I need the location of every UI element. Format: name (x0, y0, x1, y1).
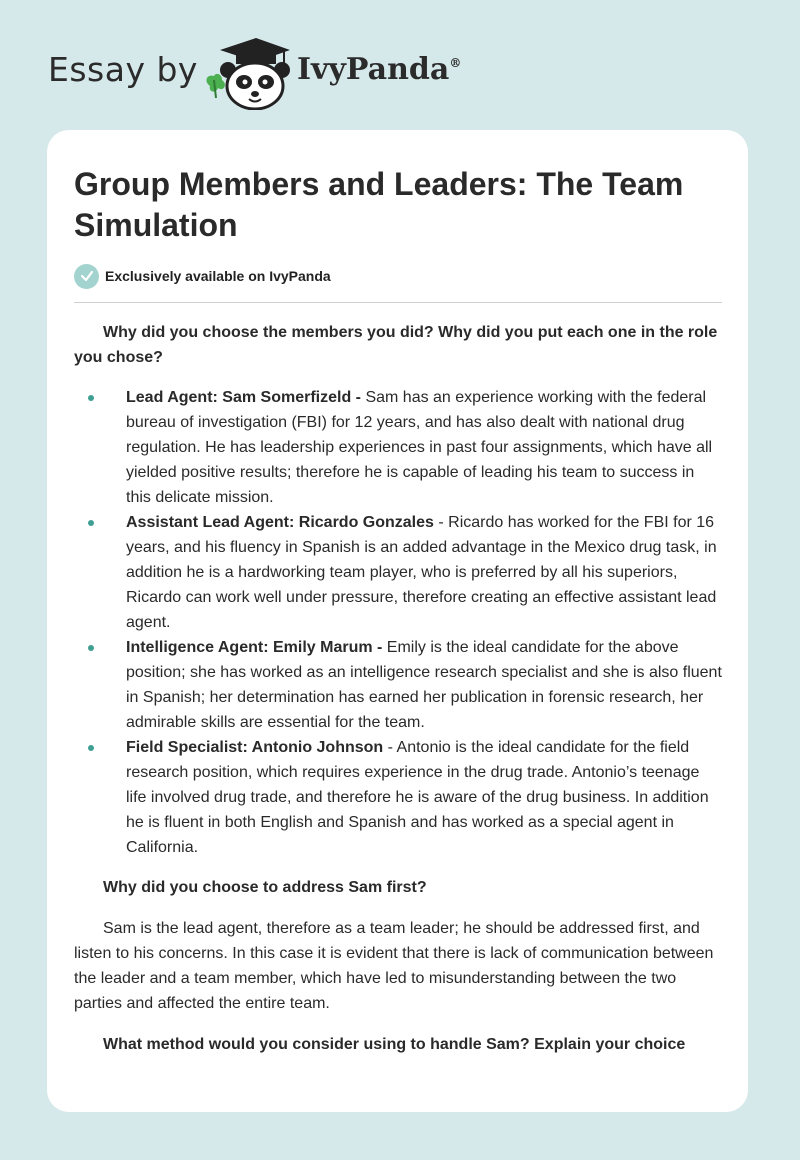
list-item (74, 510, 722, 635)
essay-body (74, 320, 722, 1057)
registered-mark: ® (449, 56, 462, 70)
list-item (74, 635, 722, 735)
team-list (74, 385, 722, 860)
divider (74, 302, 722, 303)
question-3: What method would you consider using to handle Sam? Explain your choice (103, 1036, 686, 1053)
list-item (74, 735, 722, 860)
item-text: Emily is the ideal candidate for the above position; she has worked as an intelligence research specialist and she is also fluent in Spanish; her determination has earned her publication in forensic research, her admirable skills are essential for the team. (126, 639, 722, 731)
question-2: Why did you choose to address Sam first? (103, 879, 427, 896)
bullet-icon (88, 520, 94, 526)
question-1: Why did you choose the members you did? Why did you put each one in the role you chose? (74, 324, 718, 366)
bullet-icon (88, 645, 94, 651)
check-icon (74, 264, 99, 289)
item-lead: Assistant Lead Agent: Ricardo Gonzales (126, 514, 434, 531)
brand-name[interactable] (297, 52, 461, 87)
item-lead: Field Specialist: Antonio Johnson (126, 739, 384, 756)
list-item (74, 385, 722, 510)
site-header (0, 0, 800, 130)
ivy-leaf-icon (207, 74, 225, 98)
item-text: - Antonio is the ideal candidate for the field research position, which requires experience in the drug trade. Antonio’s teenage life involved drug trade, and therefore he is aware of the drug business. In addition he is fluent in both English and Spanish and has worked as a special agent in California. (126, 739, 709, 856)
answer-2: Sam is the lead agent, therefore as a team leader; he should be addressed first, and listen to his concerns. In this case it is evident that there is lack of communication between the leader and a team member, which have led to misunderstanding between the two parties and affected the entire team. (74, 920, 714, 1012)
exclusive-badge-label: Exclusively available on IvyPanda (105, 268, 331, 284)
item-lead: Intelligence Agent: Emily Marum - (126, 639, 383, 656)
essay-card (47, 130, 748, 1112)
bullet-icon (88, 745, 94, 751)
item-text: - Ricardo has worked for the FBI for 16 years, and his fluency in Spanish is an added advantage in the Mexico drug task, in addition he is a hardworking team player, who is preferred by all his superiors, Ricardo can work well under pressure, therefore creating an effective assistant lead agent. (126, 514, 717, 631)
page-title: Group Members and Leaders: The Team Simulation (74, 166, 684, 243)
item-text: Sam has an experience working with the federal bureau of investigation (FBI) for 12 years, and has also dealt with national drug regulation. He has leadership experiences in past four assignments, which have all yielded positive results; therefore he is capable of leading his team to success in this delicate mission. (126, 389, 713, 506)
panda-logo-icon[interactable] (200, 36, 292, 110)
bullet-icon (88, 395, 94, 401)
essay-by-label: Essay by (48, 50, 198, 89)
exclusive-badge (74, 263, 331, 289)
brand-text: IvyPanda (297, 52, 450, 87)
item-lead: Lead Agent: Sam Somerfizeld - (126, 389, 361, 406)
